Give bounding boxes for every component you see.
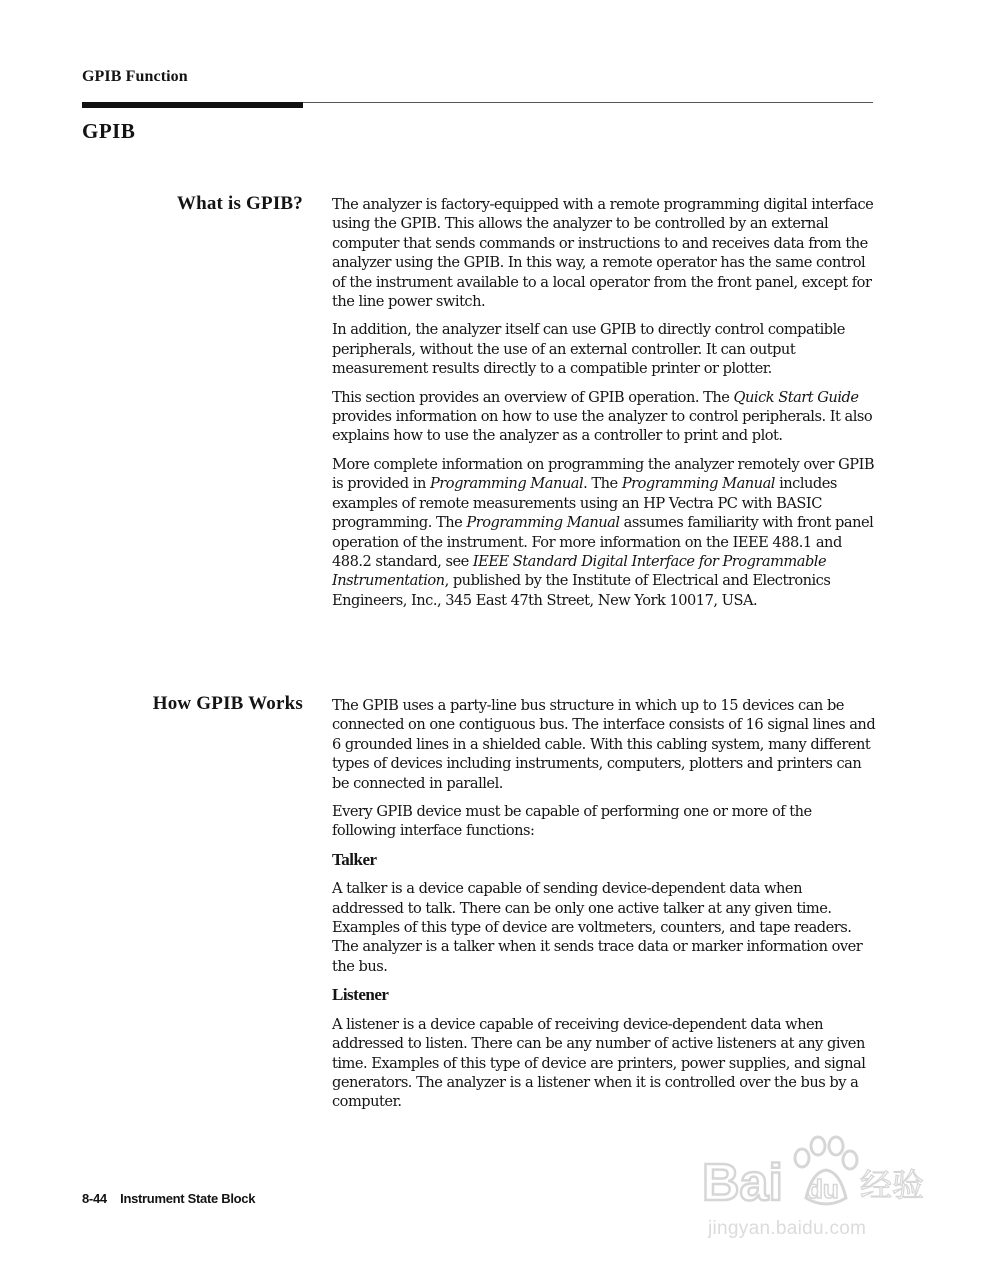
paragraph: The GPIB uses a party-line bus structure in which up to 15 devices can be connected on one contiguous bus. The interface consists of 16 signal lines and 6 grounded lines in a shielded cable. With this cabling system, many different types of devices including instruments, computers, plotters and printers can be connected in parallel. [332,697,876,792]
text-run: , published by the Institute of Electrical and Electronics Engineers, Inc., 345 East 47th Street, New York 10017, USA. [332,572,831,609]
text-run: assumes familiarity with front panel operation of the instrument. For more information on the IEEE 488.1 and 488.2 standard, see [332,514,874,570]
paragraph: In addition, the analyzer itself can use GPIB to directly control compatible peripherals, without the use of an external controller. It can output measurement results directly to a compatible printer or plotter. [332,321,845,378]
page-number: 8-44 [82,1191,107,1206]
text-run: This section provides an overview of GPIB operation. The [332,388,734,406]
book-title: Programming Manual [429,475,584,493]
page-footer [82,1191,255,1206]
paragraph: A listener is a device capable of receiving device-dependent data when addressed to listen. There can be any number of active listeners at any given time. Examples of this type of device are printers, power supplies, and signal generators. The analyzer is a listener when it is controlled over the bus by a computer. [332,1015,866,1111]
text-run: provides information on how to use the analyzer to control peripherals. It also explains how to use the analyzer as a controller to print and plot. [332,408,873,445]
side-heading-what-is-gpib: What is GPIB? [176,193,303,214]
book-title: IEEE Standard Digital Interface for Programmable Instrumentation [332,552,827,590]
chapter-title: Instrument State Block [120,1191,256,1206]
text-run: . The [583,475,622,493]
running-head: GPIB Function [82,68,188,85]
text-run: More complete information on programming the analyzer remotely over GPIB is provided in [332,455,875,493]
text-run: includes examples of remote measurements using an HP Vectra PC with BASIC programming. The [332,475,837,532]
svg-text:du: du [807,1174,839,1204]
book-title: Programming Manual [466,514,620,532]
paragraph [332,455,877,610]
section-title: GPIB [82,119,136,143]
subheading-listener: Listener [332,985,389,1005]
header-rule-thick [82,102,303,108]
paragraph: A talker is a device capable of sending device-dependent data when addressed to talk. There can be only one active talker at any given time. Examples of this type of device are voltmeters, counters, and tape readers. The analyzer is a talker when it sends trace data or marker information over the bus. [332,880,863,975]
book-title: Programming Manual [621,475,775,493]
section-what-is-gpib-body [332,195,877,619]
baidu-watermark [700,1130,935,1250]
book-title: Quick Start Guide [733,388,859,406]
watermark-url: jingyan.baidu.com [708,1218,867,1239]
paragraph [332,388,877,446]
paragraph: The analyzer is factory-equipped with a remote programming digital interface using the GPIB. This allows the analyzer to be controlled by an external computer that sends commands or instructions to and receives data from the analyzer using the GPIB. In this way, a remote operator has the same control of the instrument available to a local operator from the front panel, except for the line power switch. [332,196,874,311]
subheading-talker: Talker [332,849,377,869]
svg-text:经验: 经验 [860,1166,925,1204]
section-how-gpib-works-body [332,696,877,1121]
paragraph: Every GPIB device must be capable of performing one or more of the following interface functions: [332,803,812,840]
header-rule-thin [303,102,873,103]
baidu-logo-icon [700,1130,935,1220]
svg-text:Bai: Bai [702,1154,783,1212]
side-heading-how-gpib-works: How GPIB Works [152,693,303,714]
